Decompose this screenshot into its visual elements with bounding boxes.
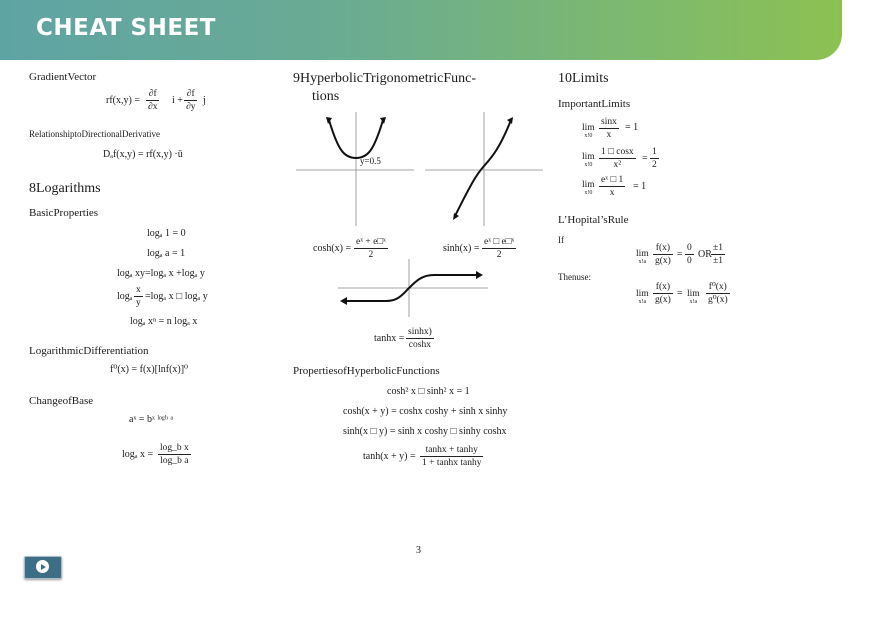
change-of-base-exp: aˣ = bˣ ˡᵒᵍᵇ ᵃ	[129, 414, 174, 425]
logarithms-heading: 8Logarithms	[29, 181, 101, 196]
sinh-curve	[455, 120, 511, 216]
lhopital-if-fraction: $\frac{f(x)}{g(x)}$	[655, 243, 671, 266]
hyperbolic-identity-2: cosh(x + y) = coshx coshy + sinh x sinhy	[343, 406, 508, 417]
lhopital-if-equals: =	[677, 249, 683, 260]
tanh-definition-fraction: $\frac{\sinh x)}{\cosh x}$	[408, 327, 432, 350]
limit-2-result: $\frac{1}{2}$	[652, 147, 657, 170]
change-of-base-lhs: logₐ x =	[122, 449, 154, 460]
hyperbolic-identity-3: sinh(x □ y) = sinh x coshy □ sinhy coshx	[343, 426, 507, 437]
lhopital-if-zero-fraction: $\frac{0}{0}$	[687, 243, 692, 266]
lhopital-if-label: If	[558, 235, 564, 245]
limit-1-result: = 1	[625, 122, 639, 133]
tanh-arrow-right	[476, 271, 483, 279]
hyperbolic-identity-1: cosh² x □ sinh² x = 1	[387, 386, 470, 397]
play-icon	[36, 560, 49, 573]
lhopital-then-label: Thenuse:	[558, 272, 591, 282]
lhopital-or: OR	[698, 249, 712, 260]
tanh-plot	[338, 257, 488, 319]
cosh-definition-lhs: cosh(x) =	[313, 243, 352, 254]
change-of-base-fraction: $\frac{\text{log\_b x}}{\text{log\_b a}}$	[160, 443, 189, 466]
limit-2-operator: lim x!0	[582, 152, 595, 168]
hyperbolic-identity-4-fraction: $\frac{\tanh x + \tanh y}{\text{1 + tanhx tanhy}}$	[422, 445, 482, 468]
cosh-definition-fraction: $\frac{\text{eˣ + e□ˣ}}{2}$	[356, 237, 386, 260]
lhopital-then-equals: =	[677, 288, 683, 299]
basic-properties-heading: BasicProperties	[29, 207, 99, 219]
lhopital-then-operator-right: lim x!a	[687, 289, 700, 305]
gradient-i: i +	[172, 95, 183, 106]
log-differentiation-heading: LogarithmicDifferentiation	[29, 345, 149, 357]
lhopital-if-operator: lim x!a	[636, 249, 649, 265]
sinh-definition-lhs: sinh(x) =	[443, 243, 480, 254]
limit-1-fraction: $\frac{\sin x}{x}$	[601, 117, 617, 140]
limit-3-fraction: $\frac{\text{eˣ □ 1}}{x}$	[601, 175, 624, 198]
gradient-lhs: rf(x,y) =	[106, 95, 140, 106]
limits-heading: 10Limits	[558, 71, 609, 86]
limit-1-operator: lim x!0	[582, 123, 595, 139]
log-power-rule: logₐ xⁿ = n logₐ x	[130, 316, 198, 327]
log-identity-2: logₐ a = 1	[147, 248, 186, 259]
limit-2-fraction: $\frac{1 □ \cos x}{\text{x²}}$	[601, 147, 634, 170]
lhopital-then-fraction-left: $\frac{f(x)}{g(x)}$	[655, 282, 671, 305]
lhopital-then-operator-left: lim x!a	[636, 289, 649, 305]
page-number: 3	[416, 545, 421, 556]
hyperbolic-heading-line2: tions	[312, 89, 340, 104]
hyperbolic-identity-4-lhs: tanh(x + y) =	[363, 451, 416, 462]
header-banner	[0, 0, 842, 60]
gradient-heading: GradientVector	[29, 71, 97, 83]
page-title: CHEAT SHEET	[36, 15, 216, 41]
change-of-base-heading: ChangeofBase	[29, 395, 94, 407]
log-quotient-pre: logₐ	[117, 291, 133, 302]
gradient-j: j	[203, 95, 206, 106]
limit-3-result: = 1	[633, 181, 647, 192]
lhopital-if-infinity-fraction: $\frac{\pm 1}{\pm 1}$	[713, 243, 723, 266]
gradient-fraction-x: $\frac{\partial f}{\partial x}$	[148, 89, 158, 112]
log-quotient-fraction: $\frac{x}{y}$	[136, 285, 141, 308]
cosh-plot	[296, 110, 414, 228]
cosh-min-label: y=0.5	[360, 156, 381, 166]
limit-2-equals: =	[642, 153, 648, 164]
log-quotient-rule: =logₐ x □ logₐ y	[145, 291, 208, 302]
hyperbolic-properties-heading: PropertiesofHyperbolicFunctions	[293, 365, 440, 377]
directional-heading: RelationshiptoDirectionalDerivative	[29, 129, 160, 139]
gradient-fraction-y: $\frac{\partial f}{\partial y}$	[186, 89, 196, 112]
log-differentiation-formula: f⁰(x) = f(x)[lnf(x)]⁰	[110, 364, 189, 375]
tanh-definition-lhs: tanhx =	[374, 333, 405, 344]
sinh-definition-fraction: $\frac{\text{eˣ □ e□ˣ}}{2}$	[484, 237, 515, 260]
hyperbolic-heading-line1: 9HyperbolicTrigonometricFunc-	[293, 71, 477, 86]
important-limits-heading: ImportantLimits	[558, 98, 631, 110]
lhopital-then-fraction-right: $\frac{\text{f⁰(x)}}{\text{g⁰(x)}}$	[708, 282, 728, 305]
sinh-plot	[425, 110, 543, 228]
lhopital-heading: L’Hopital’sRule	[558, 214, 629, 226]
log-product-rule: logₐ xy=logₐ x +logₐ y	[117, 268, 205, 279]
tanh-arrow-left	[340, 297, 347, 305]
log-identity-1: logₐ 1 = 0	[147, 228, 186, 239]
limit-3-operator: lim x!0	[582, 180, 595, 196]
directional-formula: Dₐf(x,y) = rf(x,y) ·ū	[103, 149, 183, 160]
play-media-button[interactable]	[24, 556, 62, 579]
